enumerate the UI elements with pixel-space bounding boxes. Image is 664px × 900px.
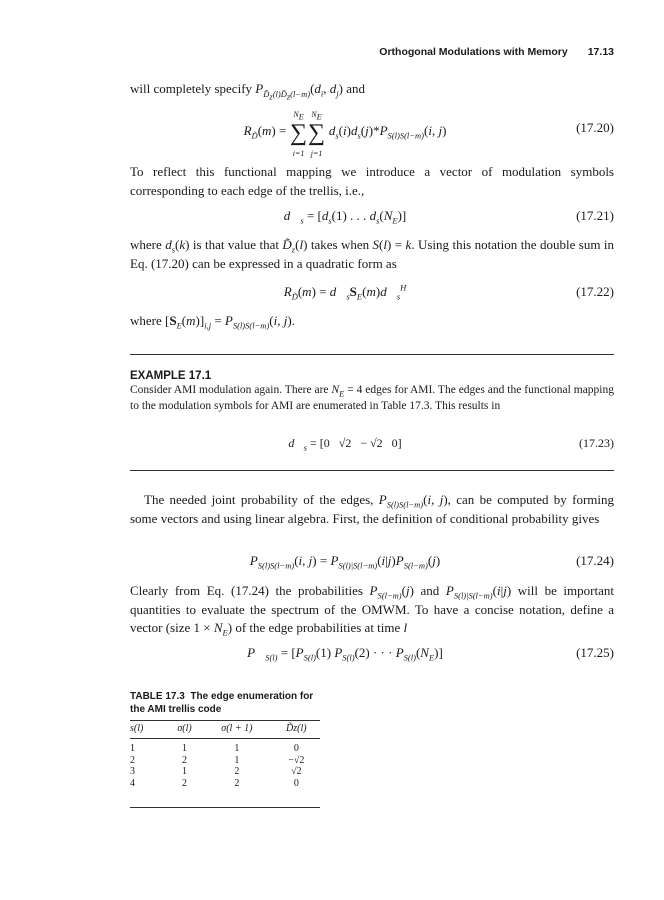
equation-number: (17.25) bbox=[576, 645, 614, 660]
equation-number: (17.22) bbox=[576, 284, 614, 299]
equation-17-21: $d⃗_s = [d_s(1)$ . . . $d_s(N_E)$] (17.21) bbox=[283, 208, 614, 226]
table-caption-text: The edge enumeration for the AMI trellis code bbox=[130, 691, 314, 715]
equation-number: (17.20) bbox=[576, 120, 614, 135]
table-bottom-rule bbox=[130, 807, 320, 808]
example-title: EXAMPLE 17.1 bbox=[130, 370, 212, 382]
table-header-cell: D̃z(l) bbox=[273, 720, 320, 739]
equation-17-20: $R_{D̃}(m)$ = $N_E$ ∑ i=1 $N_E$ ∑ j=1 $d_s(i)d_s(j)*P_{S(l)S(l-m)}(i$, j) (17.20) bbox=[243, 110, 614, 158]
paragraph-joint-probability: The needed joint probability of the edges, $P_{S(l)S(l-m)}(i$, j), can be computed by forming some vectors and using linear algebra. First, the definition of conditional probability gives bbox=[130, 492, 614, 526]
equation-number: (17.21) bbox=[576, 208, 614, 223]
example-text: Consider AMI modulation again. There are $N_E = 4$ edges for AMI. The edges and the functional mapping to the modulation symbols for AMI are enumerated in Table 17.3. This results in bbox=[130, 384, 615, 412]
edge-enumeration-table bbox=[130, 720, 320, 789]
table-header-row bbox=[130, 720, 320, 739]
equation-17-25: $P⃗_{S(l)} = [P_{S(l)}(1) P_{S(l)}(2)$ · · · $P_{S(l)}(N_E)$] (17.25) bbox=[247, 645, 614, 663]
example-bottom-rule bbox=[130, 470, 614, 471]
paragraph-where: where $[S_E(m)]_{i,j} = P_{S(l)S(l-m)}(i$, j). bbox=[130, 313, 295, 331]
table-row: 1 1 1 0 bbox=[130, 743, 299, 754]
paragraph-mapping: To reflect this functional mapping we introduce a vector of modulation symbols corresponding to each edge of the trellis, i.e., bbox=[130, 164, 614, 198]
running-title: Orthogonal Modulations with Memory bbox=[379, 46, 568, 58]
table-row: 2 2 1 −√2 bbox=[130, 754, 305, 766]
paragraph-notation: where $d_s(k)$ is that value that $D̃_z(l)$ takes when S(l) = k. Using this notation the double sum in Eq. (17.20) can be expressed in a quadratic form as bbox=[130, 237, 615, 271]
table-label: TABLE 17.3 bbox=[130, 691, 185, 702]
paragraph-intro: will completely specify $P_{D̃_z(l)D̃_z(l-m)}(d_i$, $d_j$) and bbox=[130, 81, 366, 102]
page-number: 17.13 bbox=[587, 46, 614, 58]
equation-number: (17.24) bbox=[576, 553, 614, 568]
table-caption bbox=[130, 690, 330, 716]
table-header-cell: s(l) bbox=[130, 720, 168, 739]
example-top-rule bbox=[130, 354, 614, 355]
equation-17-24: $P_{S(l)S(l-m)}(i$, $j) = P_{S(l)|S(l-m)}(i|j)P_{S(l-m)}(j)$ (17.24) bbox=[249, 553, 614, 571]
table-header-cell: σ(l + 1) bbox=[201, 720, 273, 739]
table-row: 3 1 2 √2 bbox=[130, 766, 302, 777]
equation-17-23: $d⃗_s = [0$ √2 − √2 0] (17.23) bbox=[288, 436, 614, 453]
running-header bbox=[130, 46, 614, 58]
equation-17-22: $R_{D̃}(m)$ = $d⃗_sS_E(m)d⃗_s^H$ (17.22) bbox=[283, 282, 614, 302]
equation-number: (17.23) bbox=[579, 436, 614, 450]
table-header-cell: σ(l) bbox=[168, 720, 201, 739]
table-row: 4 2 2 0 bbox=[130, 777, 299, 789]
paragraph-probabilities: Clearly from Eq. (17.24) the probabilities $P_{S(l-m)}(j)$ and $P_{S(l)|S(l-m)}(i|j)$ will be important quantities to evaluate the spectrum of the OMWM. To have a concise notation, define a vector (size $1 \times N_E$) of the edge probabilities at time l bbox=[130, 583, 614, 638]
